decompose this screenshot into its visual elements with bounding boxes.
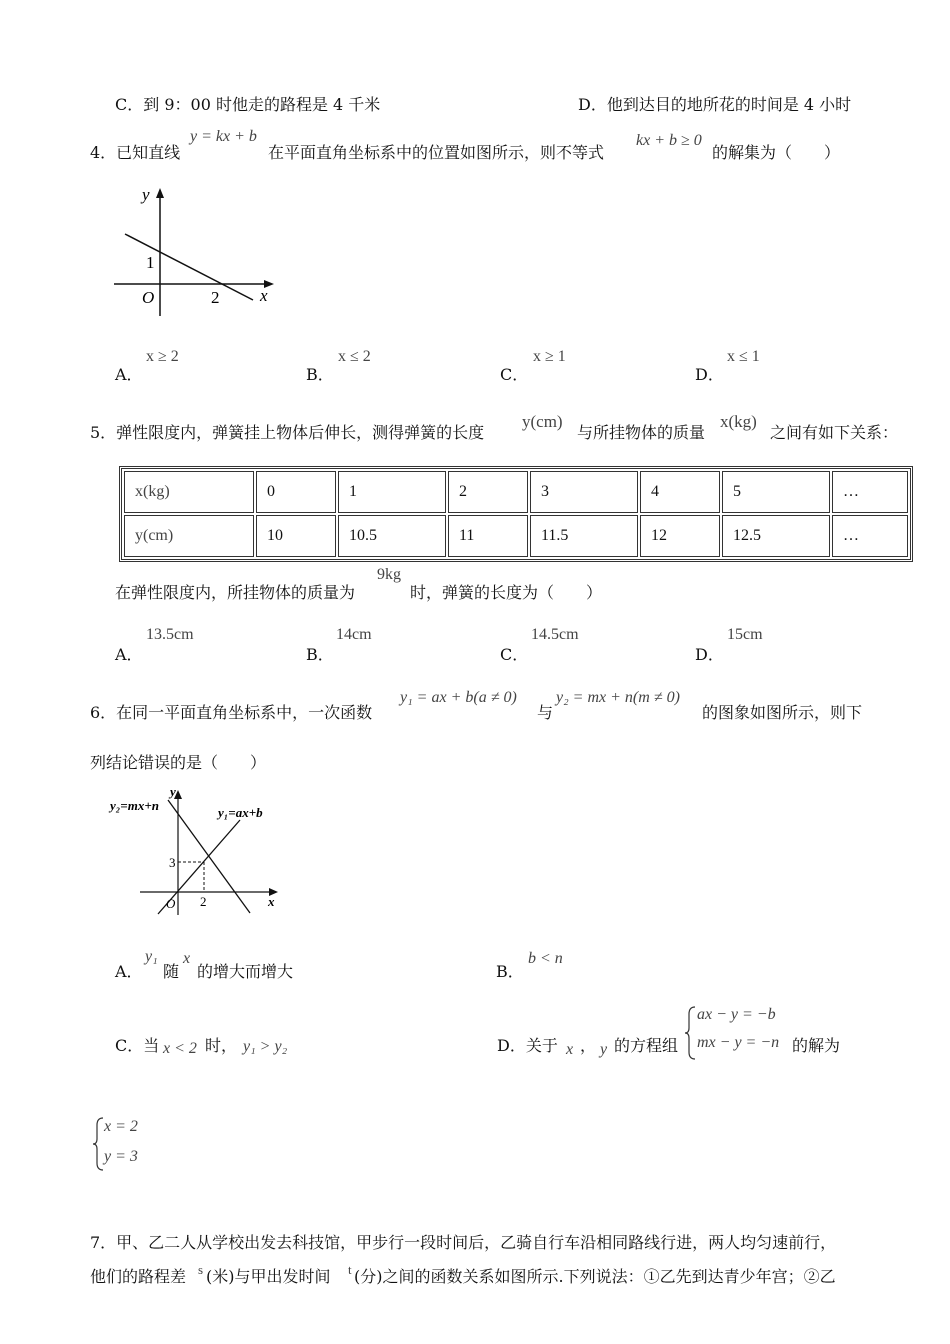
q3-option-d: D．他到达目的地所花的时间是 4 小时 <box>578 95 852 114</box>
q4-x-label: x <box>260 286 268 305</box>
q6-option-a-text2: 的增大而增大 <box>197 962 294 981</box>
q4-y-arrow <box>156 188 164 198</box>
q6-origin-label: O <box>166 896 176 911</box>
q4-option-c-expr: x ≥ 1 <box>533 348 566 365</box>
q5-option-d-expr: 15cm <box>727 626 763 643</box>
q3-option-c: C．到 9：00 时他走的路程是 4 千米 <box>115 95 381 114</box>
q4-y-label: y <box>142 185 150 204</box>
q6-option-a-y1: y₁ <box>145 948 158 965</box>
q6-option-a: A． <box>115 962 143 981</box>
q5-mass-value: 9kg <box>377 566 401 583</box>
table-cell: 1 <box>338 471 446 513</box>
table-cell: y(cm) <box>124 515 254 557</box>
q6-option-d-brace <box>684 1006 696 1060</box>
q6-option-c-cond: x < 2 <box>163 1040 197 1057</box>
q5-follow-up-a: 在弹性限度内，所挂物体的质量为 <box>115 583 356 602</box>
q6-option-b: B． <box>496 962 524 981</box>
q6-solution-x: x = 2 <box>104 1118 138 1135</box>
q6-tick-2: 2 <box>200 894 207 909</box>
q5-option-c-expr: 14.5cm <box>531 626 579 643</box>
q5-length-unit: y(cm) <box>522 412 563 431</box>
table-cell: 5 <box>722 471 830 513</box>
q5-number: 5．弹性限度内，弹簧挂上物体后伸长，测得弹簧的长度 <box>90 423 485 442</box>
q6-function-1: y₁ = ax + b(a ≠ 0) <box>400 689 517 706</box>
q6-text-tail: 的图象如图所示，则下 <box>702 703 863 722</box>
q4-text-tail: 的解集为（ ） <box>712 143 841 162</box>
q6-number: 6．在同一平面直角坐标系中，一次函数 <box>90 703 373 722</box>
q5-option-c: C． <box>500 645 529 664</box>
q4-line-eq: y = kx + b <box>190 128 257 145</box>
q4-graph <box>110 182 280 322</box>
q7-t-symbol: t <box>348 1262 352 1277</box>
table-cell: 0 <box>256 471 336 513</box>
table-cell: 11 <box>448 515 528 557</box>
q6-option-d-text: 的方程组 <box>614 1036 679 1055</box>
q6-function-2: y₂ = mx + n(m ≠ 0) <box>556 689 680 706</box>
table-cell: … <box>832 471 908 513</box>
q6-option-c-result: y₁ > y₂ <box>243 1038 288 1055</box>
q6-option-d-x: x <box>566 1041 574 1058</box>
q5-text-tail: 之间有如下关系： <box>770 423 899 442</box>
q4-inequality: kx + b ≥ 0 <box>636 132 702 149</box>
q6-option-d-tail: 的解为 <box>792 1036 841 1055</box>
q6-tick-3: 3 <box>169 855 176 870</box>
table-cell: … <box>832 515 908 557</box>
q7-line-2c: (分)之间的函数关系如图所示.下列说法：①乙先到达青少年宫；②乙 <box>354 1267 836 1286</box>
q4-y-intercept-label: 1 <box>146 253 155 272</box>
table-cell: 11.5 <box>530 515 638 557</box>
q5-table <box>119 466 913 562</box>
q4-option-d-expr: x ≤ 1 <box>727 348 760 365</box>
q6-graph <box>108 782 283 917</box>
q4-origin-label: O <box>142 288 155 307</box>
q6-label-y1: y₁=ax+b <box>218 805 263 820</box>
q4-x-intercept-label: 2 <box>211 288 220 307</box>
q6-option-c-text: 时， <box>205 1036 238 1055</box>
q7-line-2b: (米)与甲出发时间 <box>206 1267 331 1286</box>
q6-option-c: C．当 <box>115 1036 160 1055</box>
table-cell: 10.5 <box>338 515 446 557</box>
q6-option-a-x: x <box>183 950 191 967</box>
q6-option-b-expr: b < n <box>528 950 563 967</box>
table-cell: 3 <box>530 471 638 513</box>
q7-s-symbol: s <box>198 1262 204 1277</box>
q5-option-a: A． <box>115 645 143 664</box>
q4-option-a-expr: x ≥ 2 <box>146 348 179 365</box>
q6-x-label: x <box>268 894 275 909</box>
q6-option-d-comma: ， <box>580 1036 597 1055</box>
table-cell: 10 <box>256 515 336 557</box>
q6-option-d-eq1: ax − y = −b <box>697 1006 776 1023</box>
q7-line-2a: 他们的路程差 <box>90 1267 187 1286</box>
q5-option-a-expr: 13.5cm <box>146 626 194 643</box>
q5-follow-up-b: 时，弹簧的长度为（ ） <box>410 583 603 602</box>
q6-option-d-eq2: mx − y = −n <box>697 1034 780 1051</box>
q4-option-b: B． <box>306 365 334 384</box>
q4-number: 4．已知直线 <box>90 143 181 162</box>
table-cell: 12 <box>640 515 720 557</box>
table-cell: 2 <box>448 471 528 513</box>
q6-solution-brace <box>92 1117 104 1171</box>
q6-option-d-y: y <box>600 1041 608 1058</box>
q5-mass-unit: x(kg) <box>720 412 757 431</box>
q4-option-d: D． <box>695 365 724 384</box>
q6-option-a-text1: 随 <box>163 962 180 981</box>
q7-line-1: 7．甲、乙二人从学校出发去科技馆，甲步行一段时间后，乙骑自行车沿相同路线行进，两人均匀速前行， <box>90 1233 837 1252</box>
table-cell: 4 <box>640 471 720 513</box>
q4-text-mid: 在平面直角坐标系中的位置如图所示，则不等式 <box>268 143 605 162</box>
q6-y-label: y <box>170 784 176 799</box>
q6-solution-y: y = 3 <box>104 1148 138 1165</box>
table-row <box>124 471 908 513</box>
q5-option-d: D． <box>695 645 724 664</box>
q5-option-b: B． <box>306 645 334 664</box>
q4-option-a: A． <box>115 365 143 384</box>
q5-option-b-expr: 14cm <box>336 626 372 643</box>
q5-text-mid: 与所挂物体的质量 <box>577 423 706 442</box>
table-cell: 12.5 <box>722 515 830 557</box>
q6-text-line2: 列结论错误的是（ ） <box>90 753 267 772</box>
q4-option-b-expr: x ≤ 2 <box>338 348 371 365</box>
table-cell: x(kg) <box>124 471 254 513</box>
q4-option-c: C． <box>500 365 529 384</box>
table-row <box>124 515 908 557</box>
q6-and: 与 <box>537 703 554 722</box>
q6-label-y2: y₂=mx+n <box>110 798 159 813</box>
q6-option-d: D．关于 <box>497 1036 558 1055</box>
